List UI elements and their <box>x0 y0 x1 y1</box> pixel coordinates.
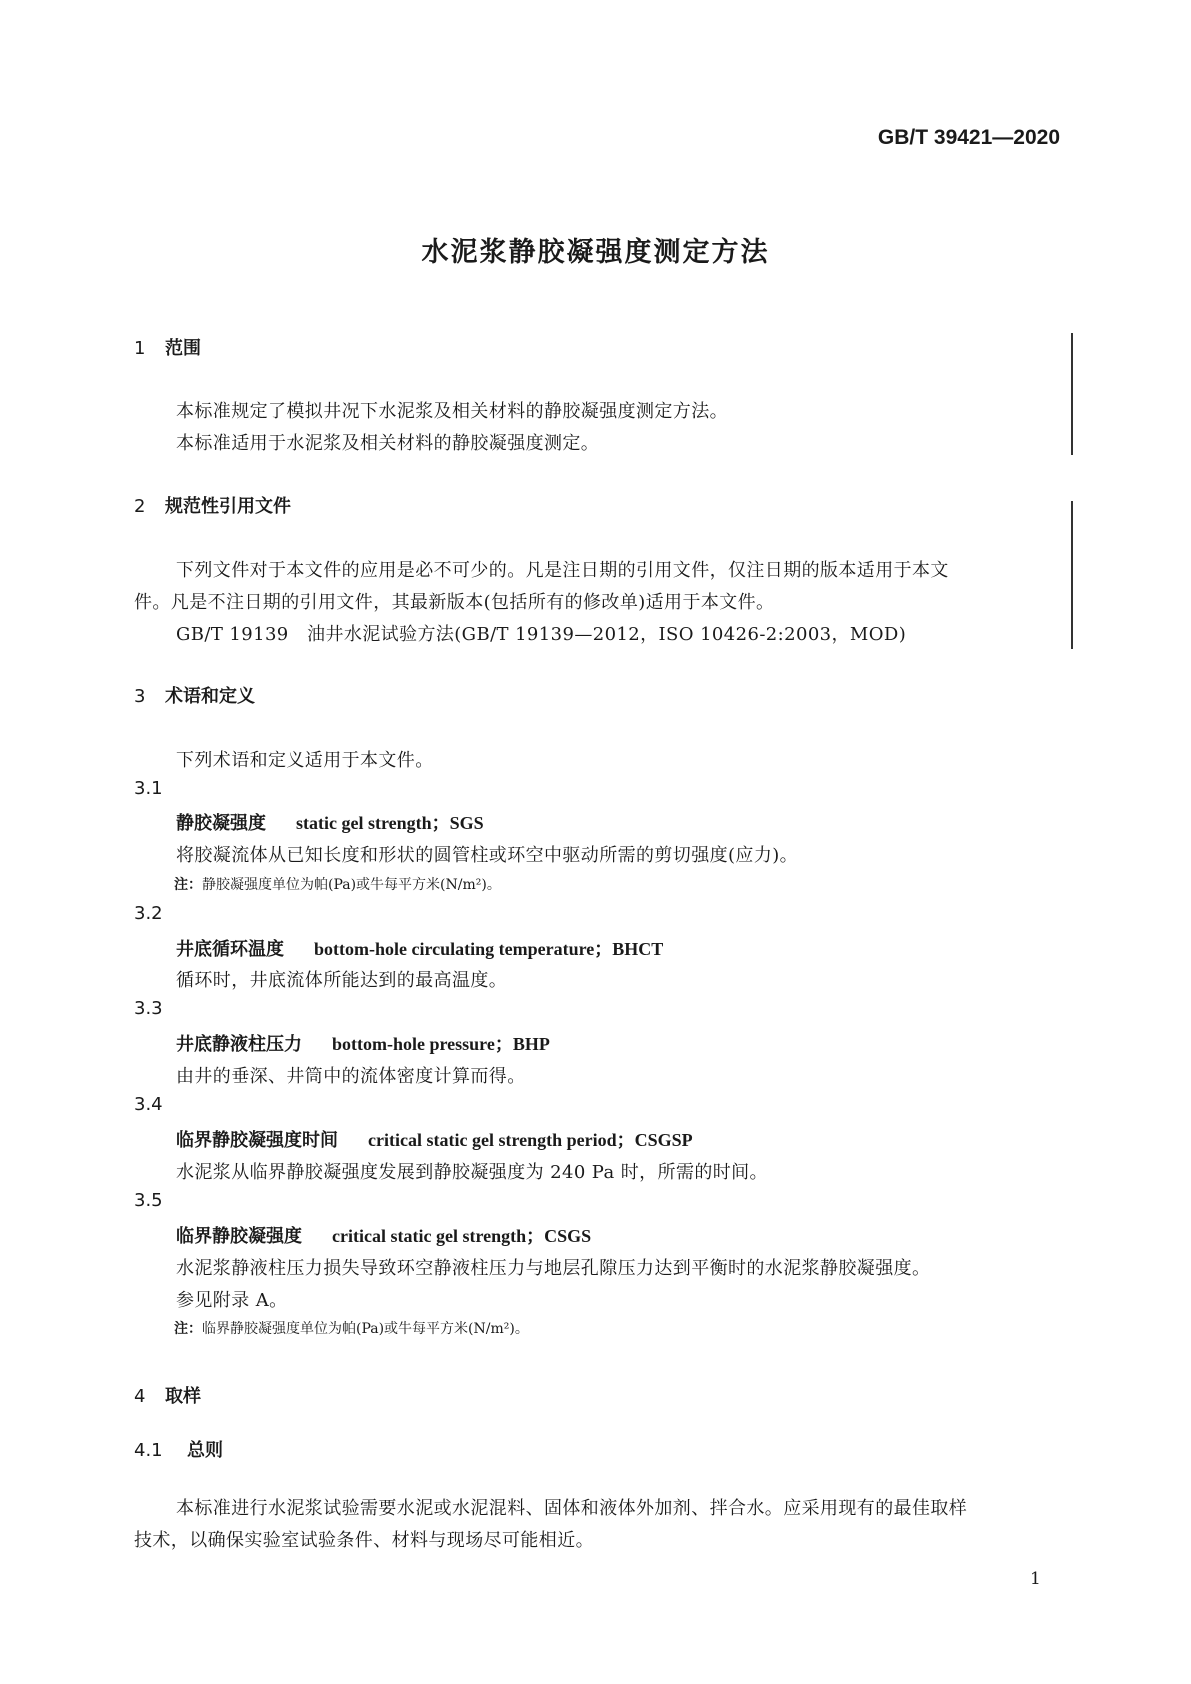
term-number: 3.2 <box>134 903 163 924</box>
term-definition: 水泥浆静液柱压力损失导致环空静液柱压力与地层孔隙压力达到平衡时的水泥浆静胶凝强度。 <box>176 1258 931 1279</box>
note-text: 静胶凝强度单位为帕(Pa)或牛每平方米(N/m²)。 <box>202 877 501 893</box>
paragraph-line: 本标准适用于水泥浆及相关材料的静胶凝强度测定。 <box>176 433 600 454</box>
paragraph-line: 下列术语和定义适用于本文件。 <box>176 750 434 771</box>
term-definition-reference: 参见附录 A。 <box>176 1290 288 1311</box>
paragraph-line: 件。凡是不注日期的引用文件，其最新版本(包括所有的修改单)适用于本文件。 <box>134 592 775 613</box>
note-label: 注： <box>174 877 202 893</box>
subsection-number: 4.1 <box>134 1440 163 1461</box>
section-1-heading <box>134 334 201 360</box>
term-number: 3.1 <box>134 778 163 799</box>
term-chinese: 临界静胶凝强度时间 <box>176 1130 338 1151</box>
document-number: GB/T 39421—2020 <box>877 126 1060 149</box>
subsection-4-1-heading <box>134 1436 223 1462</box>
term-definition: 循环时，井底流体所能达到的最高温度。 <box>176 970 508 991</box>
term-entry <box>176 1222 591 1248</box>
note-label: 注： <box>174 1321 202 1337</box>
subsection-title: 总则 <box>187 1440 223 1461</box>
revision-bar <box>1071 333 1073 455</box>
revision-bar <box>1071 501 1073 649</box>
term-entry <box>176 1126 693 1152</box>
term-english: bottom-hole pressure；BHP <box>332 1034 550 1054</box>
term-note <box>174 1318 529 1338</box>
paragraph-line: 下列文件对于本文件的应用是必不可少的。凡是注日期的引用文件，仅注日期的版本适用于本文 <box>176 560 949 581</box>
term-entry <box>176 935 663 961</box>
section-number: 1 <box>134 338 146 359</box>
term-chinese: 静胶凝强度 <box>176 813 266 834</box>
term-chinese: 井底静液柱压力 <box>176 1034 302 1055</box>
term-english: critical static gel strength period；CSGSP <box>368 1130 693 1150</box>
note-text: 临界静胶凝强度单位为帕(Pa)或牛每平方米(N/m²)。 <box>202 1321 529 1337</box>
normative-reference: GB/T 19139 油井水泥试验方法(GB/T 19139—2012，ISO 10426-2:2003，MOD) <box>176 624 907 645</box>
section-number: 2 <box>134 496 146 517</box>
section-3-heading <box>134 682 255 708</box>
term-english: critical static gel strength；CSGS <box>332 1226 592 1246</box>
document-title: 水泥浆静胶凝强度测定方法 <box>421 237 770 268</box>
section-title: 术语和定义 <box>165 686 255 707</box>
paragraph-line: 技术，以确保实验室试验条件、材料与现场尽可能相近。 <box>134 1530 594 1551</box>
paragraph-line: 本标准规定了模拟井况下水泥浆及相关材料的静胶凝强度测定方法。 <box>176 401 728 422</box>
term-note <box>174 874 501 894</box>
term-definition: 将胶凝流体从已知长度和形状的圆管柱或环空中驱动所需的剪切强度(应力)。 <box>176 845 799 866</box>
term-entry <box>176 809 484 835</box>
section-title: 取样 <box>165 1386 201 1407</box>
section-number: 4 <box>134 1386 146 1407</box>
page-number: 1 <box>1030 1569 1041 1589</box>
term-definition: 水泥浆从临界静胶凝强度发展到静胶凝强度为 240 Pa 时，所需的时间。 <box>176 1162 768 1183</box>
term-number: 3.3 <box>134 998 163 1019</box>
term-english: bottom-hole circulating temperature；BHCT <box>314 939 664 959</box>
term-definition: 由井的垂深、井筒中的流体密度计算而得。 <box>176 1066 526 1087</box>
section-4-heading <box>134 1382 201 1408</box>
paragraph-line: 本标准进行水泥浆试验需要水泥或水泥混料、固体和液体外加剂、拌合水。应采用现有的最佳取样 <box>176 1498 968 1519</box>
section-title: 范围 <box>165 338 201 359</box>
term-chinese: 井底循环温度 <box>176 939 284 960</box>
term-chinese: 临界静胶凝强度 <box>176 1226 302 1247</box>
section-2-heading <box>134 492 291 518</box>
term-number: 3.5 <box>134 1190 163 1211</box>
term-english: static gel strength；SGS <box>296 813 484 833</box>
section-number: 3 <box>134 686 146 707</box>
term-entry <box>176 1030 550 1056</box>
term-number: 3.4 <box>134 1094 163 1115</box>
section-title: 规范性引用文件 <box>165 496 291 517</box>
